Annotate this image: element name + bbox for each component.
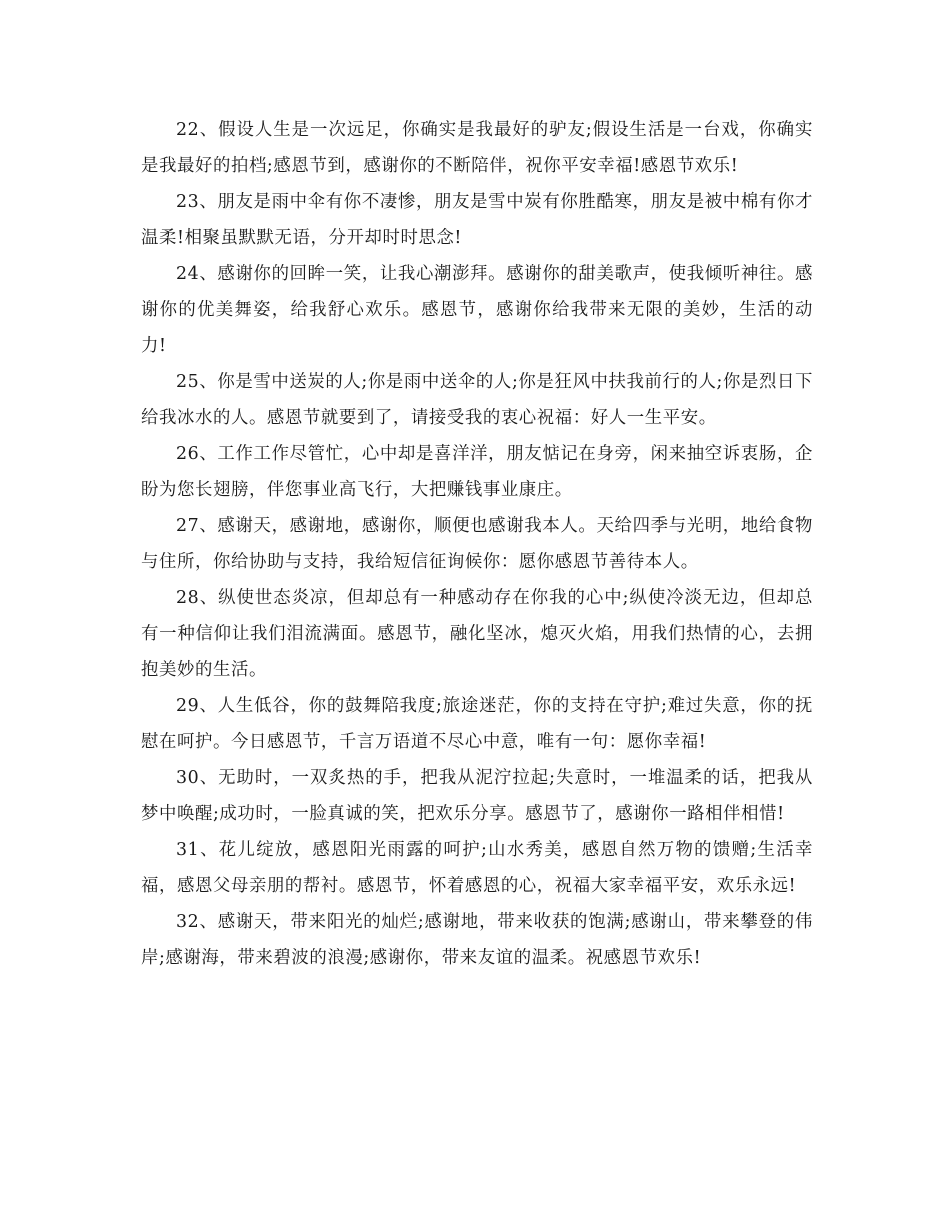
paragraph-23: 23、朋友是雨中伞有你不凄惨，朋友是雪中炭有你胜酷寒，朋友是被中棉有你才温柔!相聚虽默默无语，分开却时时思念!	[141, 192, 813, 248]
document-body	[141, 112, 813, 976]
paragraph-25: 25、你是雪中送炭的人;你是雨中送伞的人;你是狂风中扶我前行的人;你是烈日下给我冰水的人。感恩节就要到了，请接受我的衷心祝福：好人一生平安。	[141, 372, 813, 428]
paragraph-32: 32、感谢天，带来阳光的灿烂;感谢地，带来收获的饱满;感谢山，带来攀登的伟岸;感谢海，带来碧波的浪漫;感谢你，带来友谊的温柔。祝感恩节欢乐!	[141, 912, 813, 968]
paragraph-24: 24、感谢你的回眸一笑，让我心潮澎拜。感谢你的甜美歌声，使我倾听神往。感谢你的优美舞姿，给我舒心欢乐。感恩节，感谢你给我带来无限的美妙，生活的动力!	[141, 264, 813, 356]
paragraph-22: 22、假设人生是一次远足，你确实是我最好的驴友;假设生活是一台戏，你确实是我最好的拍档;感恩节到，感谢你的不断陪伴，祝你平安幸福!感恩节欢乐!	[141, 120, 813, 176]
paragraph-29: 29、人生低谷，你的鼓舞陪我度;旅途迷茫，你的支持在守护;难过失意，你的抚慰在呵护。今日感恩节，千言万语道不尽心中意，唯有一句：愿你幸福!	[141, 696, 813, 752]
paragraph-31: 31、花儿绽放，感恩阳光雨露的呵护;山水秀美，感恩自然万物的馈赠;生活幸福，感恩父母亲朋的帮衬。感恩节，怀着感恩的心，祝福大家幸福平安，欢乐永远!	[141, 840, 813, 896]
paragraph-30: 30、无助时，一双炙热的手，把我从泥泞拉起;失意时，一堆温柔的话，把我从梦中唤醒;成功时，一脸真诚的笑，把欢乐分享。感恩节了，感谢你一路相伴相惜!	[141, 768, 813, 824]
paragraph-27: 27、感谢天，感谢地，感谢你，顺便也感谢我本人。天给四季与光明，地给食物与住所，你给协助与支持，我给短信征询候你：愿你感恩节善待本人。	[141, 516, 813, 572]
paragraph-28: 28、纵使世态炎凉，但却总有一种感动存在你我的心中;纵使冷淡无边，但却总有一种信仰让我们泪流满面。感恩节，融化坚冰，熄灭火焰，用我们热情的心，去拥抱美妙的生活。	[141, 588, 813, 680]
paragraph-26: 26、工作工作尽管忙，心中却是喜洋洋，朋友惦记在身旁，闲来抽空诉衷肠，企盼为您长翅膀，伴您事业高飞行，大把赚钱事业康庄。	[141, 444, 813, 500]
